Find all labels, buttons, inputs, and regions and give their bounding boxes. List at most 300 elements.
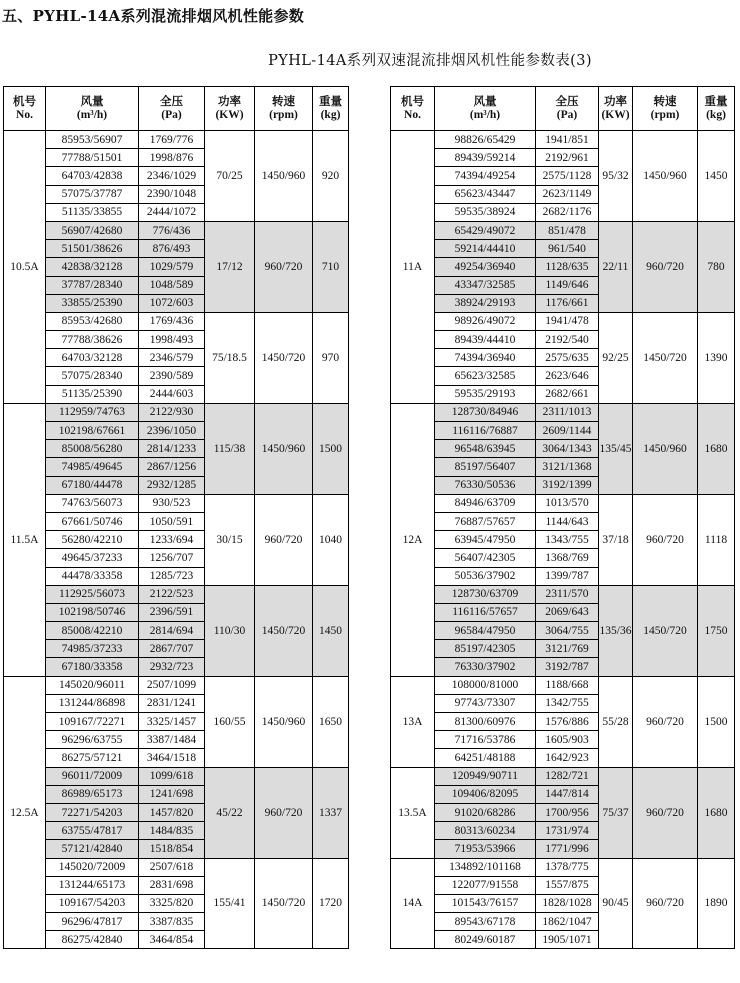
pressure-cell: 1099/618 bbox=[139, 767, 205, 785]
weight-cell: 1680 bbox=[698, 767, 735, 858]
airflow-cell: 71716/53786 bbox=[435, 731, 536, 749]
speed-cell: 960/720 bbox=[633, 767, 698, 858]
speed-cell: 1450/720 bbox=[255, 858, 313, 949]
airflow-cell: 134892/101168 bbox=[435, 858, 536, 876]
pressure-cell: 2609/1144 bbox=[536, 422, 599, 440]
pressure-cell: 2346/1029 bbox=[139, 167, 205, 185]
column-header-unit: (rpm) bbox=[269, 108, 298, 121]
pressure-cell: 3325/820 bbox=[139, 894, 205, 912]
pressure-cell: 2444/1072 bbox=[139, 203, 205, 221]
airflow-cell: 64703/42838 bbox=[46, 167, 139, 185]
weight-cell: 1500 bbox=[313, 403, 349, 494]
pressure-cell: 1576/886 bbox=[536, 713, 599, 731]
pressure-cell: 2682/1176 bbox=[536, 203, 599, 221]
pressure-cell: 1176/661 bbox=[536, 294, 599, 312]
airflow-cell: 96548/63945 bbox=[435, 440, 536, 458]
airflow-cell: 76330/37902 bbox=[435, 658, 536, 676]
pressure-cell: 1484/835 bbox=[139, 822, 205, 840]
pressure-cell: 3192/787 bbox=[536, 658, 599, 676]
airflow-cell: 38924/29193 bbox=[435, 294, 536, 312]
column-header-label: 功率 bbox=[218, 95, 241, 108]
speed-cell: 1450/960 bbox=[633, 131, 698, 222]
power-cell: 70/25 bbox=[205, 131, 255, 222]
pressure-cell: 1368/769 bbox=[536, 549, 599, 567]
pressure-cell: 1769/776 bbox=[139, 131, 205, 149]
pressure-cell: 2831/698 bbox=[139, 876, 205, 894]
speed-cell: 1450/720 bbox=[633, 312, 698, 403]
column-header-unit: (Pa) bbox=[556, 108, 578, 121]
column-header-pressure bbox=[536, 87, 599, 131]
power-cell: 90/45 bbox=[599, 858, 633, 949]
airflow-cell: 77788/51501 bbox=[46, 149, 139, 167]
airflow-cell: 109406/82095 bbox=[435, 785, 536, 803]
table-row bbox=[4, 403, 349, 421]
airflow-cell: 112959/74763 bbox=[46, 403, 139, 421]
pressure-cell: 1282/721 bbox=[536, 767, 599, 785]
pressure-cell: 3064/1343 bbox=[536, 440, 599, 458]
table-subtitle: PYHL-14A系列双速混流排烟风机性能参数表(3) bbox=[268, 53, 592, 69]
pressure-cell: 1447/814 bbox=[536, 785, 599, 803]
column-header-power bbox=[205, 87, 255, 131]
table-row bbox=[391, 131, 735, 149]
power-cell: 17/12 bbox=[205, 221, 255, 312]
pressure-cell: 2575/1128 bbox=[536, 167, 599, 185]
pressure-cell: 1998/876 bbox=[139, 149, 205, 167]
column-header-unit: (KW) bbox=[601, 108, 630, 121]
speed-cell: 960/720 bbox=[255, 767, 313, 858]
pressure-cell: 1013/570 bbox=[536, 494, 599, 512]
airflow-cell: 98926/49072 bbox=[435, 312, 536, 330]
power-cell: 22/11 bbox=[599, 221, 633, 312]
pressure-cell: 1769/436 bbox=[139, 312, 205, 330]
pressure-cell: 2867/1256 bbox=[139, 458, 205, 476]
weight-cell: 1390 bbox=[698, 312, 735, 403]
airflow-cell: 42838/32128 bbox=[46, 258, 139, 276]
pressure-cell: 3464/1518 bbox=[139, 749, 205, 767]
airflow-cell: 76330/50536 bbox=[435, 476, 536, 494]
right-spec-table bbox=[390, 86, 735, 949]
pressure-cell: 1050/591 bbox=[139, 512, 205, 530]
column-header-label: 全压 bbox=[555, 95, 579, 108]
pressure-cell: 1128/635 bbox=[536, 258, 599, 276]
pressure-cell: 1029/579 bbox=[139, 258, 205, 276]
pressure-cell: 2192/540 bbox=[536, 331, 599, 349]
pressure-cell: 2814/1233 bbox=[139, 440, 205, 458]
column-header-unit: (KW) bbox=[215, 108, 244, 121]
airflow-cell: 57075/28340 bbox=[46, 367, 139, 385]
column-header-weight bbox=[313, 87, 349, 131]
airflow-cell: 63755/47817 bbox=[46, 822, 139, 840]
table-row bbox=[391, 767, 735, 785]
airflow-cell: 85197/42305 bbox=[435, 640, 536, 658]
pressure-cell: 1998/493 bbox=[139, 331, 205, 349]
pressure-cell: 961/540 bbox=[536, 240, 599, 258]
airflow-cell: 116116/57657 bbox=[435, 603, 536, 621]
airflow-cell: 145020/72009 bbox=[46, 858, 139, 876]
column-header-label: 转速 bbox=[653, 95, 677, 108]
airflow-cell: 101543/76157 bbox=[435, 894, 536, 912]
airflow-cell: 131244/86898 bbox=[46, 694, 139, 712]
airflow-cell: 86275/42840 bbox=[46, 931, 139, 949]
airflow-cell: 97743/73307 bbox=[435, 694, 536, 712]
column-header-label: 风量 bbox=[473, 95, 497, 108]
pressure-cell: 1905/1071 bbox=[536, 931, 599, 949]
airflow-cell: 85953/42680 bbox=[46, 312, 139, 330]
column-header-speed bbox=[633, 87, 698, 131]
pressure-cell: 1399/787 bbox=[536, 567, 599, 585]
table-row bbox=[391, 403, 735, 421]
pressure-cell: 3464/854 bbox=[139, 931, 205, 949]
speed-cell: 1450/960 bbox=[255, 403, 313, 494]
pressure-cell: 1862/1047 bbox=[536, 913, 599, 931]
pressure-cell: 876/493 bbox=[139, 240, 205, 258]
speed-cell: 1450/960 bbox=[255, 131, 313, 222]
airflow-cell: 65623/32585 bbox=[435, 367, 536, 385]
power-cell: 110/30 bbox=[205, 585, 255, 676]
airflow-cell: 108000/81000 bbox=[435, 676, 536, 694]
pressure-cell: 3121/1368 bbox=[536, 458, 599, 476]
airflow-cell: 44478/33358 bbox=[46, 567, 139, 585]
airflow-cell: 85008/42210 bbox=[46, 622, 139, 640]
table-row bbox=[4, 221, 349, 239]
airflow-cell: 89439/59214 bbox=[435, 149, 536, 167]
table-row bbox=[391, 676, 735, 694]
column-header-airflow bbox=[435, 87, 536, 131]
pressure-cell: 2396/591 bbox=[139, 603, 205, 621]
column-header-unit: (kg) bbox=[320, 108, 341, 121]
model-cell: 14A bbox=[391, 858, 435, 949]
header-row bbox=[391, 87, 735, 131]
pressure-cell: 3387/1484 bbox=[139, 731, 205, 749]
speed-cell: 960/720 bbox=[255, 221, 313, 312]
airflow-cell: 74985/37233 bbox=[46, 640, 139, 658]
weight-cell: 970 bbox=[313, 312, 349, 403]
pressure-cell: 2507/1099 bbox=[139, 676, 205, 694]
power-cell: 115/38 bbox=[205, 403, 255, 494]
pressure-cell: 1378/775 bbox=[536, 858, 599, 876]
airflow-cell: 116116/76887 bbox=[435, 422, 536, 440]
column-header-label: 功率 bbox=[604, 95, 627, 108]
table-row bbox=[391, 221, 735, 239]
airflow-cell: 86989/65173 bbox=[46, 785, 139, 803]
airflow-cell: 59535/38924 bbox=[435, 203, 536, 221]
airflow-cell: 102198/50746 bbox=[46, 603, 139, 621]
column-header-unit: (kg) bbox=[706, 108, 726, 121]
airflow-cell: 72271/54203 bbox=[46, 803, 139, 821]
airflow-cell: 51501/38626 bbox=[46, 240, 139, 258]
weight-cell: 1890 bbox=[698, 858, 735, 949]
pressure-cell: 2311/1013 bbox=[536, 403, 599, 421]
airflow-cell: 98826/65429 bbox=[435, 131, 536, 149]
pressure-cell: 1642/923 bbox=[536, 749, 599, 767]
airflow-cell: 85197/56407 bbox=[435, 458, 536, 476]
airflow-cell: 112925/56073 bbox=[46, 585, 139, 603]
pressure-cell: 1518/854 bbox=[139, 840, 205, 858]
airflow-cell: 63945/47950 bbox=[435, 531, 536, 549]
pressure-cell: 776/436 bbox=[139, 221, 205, 239]
header-row bbox=[4, 87, 349, 131]
airflow-cell: 64703/32128 bbox=[46, 349, 139, 367]
column-header-label: 风量 bbox=[80, 95, 104, 108]
column-header-label: 重量 bbox=[704, 95, 728, 108]
airflow-cell: 57075/37787 bbox=[46, 185, 139, 203]
pressure-cell: 2575/635 bbox=[536, 349, 599, 367]
pressure-cell: 2932/1285 bbox=[139, 476, 205, 494]
airflow-cell: 74763/56073 bbox=[46, 494, 139, 512]
table-row bbox=[4, 767, 349, 785]
weight-cell: 1118 bbox=[698, 494, 735, 585]
airflow-cell: 109167/54203 bbox=[46, 894, 139, 912]
airflow-cell: 74985/49645 bbox=[46, 458, 139, 476]
table-row bbox=[4, 676, 349, 694]
column-header-label: 转速 bbox=[272, 95, 295, 108]
pressure-cell: 1072/603 bbox=[139, 294, 205, 312]
model-cell: 11A bbox=[391, 131, 435, 404]
airflow-cell: 59535/29193 bbox=[435, 385, 536, 403]
weight-cell: 920 bbox=[313, 131, 349, 222]
pressure-cell: 1144/643 bbox=[536, 512, 599, 530]
model-cell: 13.5A bbox=[391, 767, 435, 858]
pressure-cell: 2682/661 bbox=[536, 385, 599, 403]
pressure-cell: 1256/707 bbox=[139, 549, 205, 567]
speed-cell: 960/720 bbox=[633, 676, 698, 767]
weight-cell: 1680 bbox=[698, 403, 735, 494]
airflow-cell: 57121/42840 bbox=[46, 840, 139, 858]
airflow-cell: 76887/57657 bbox=[435, 512, 536, 530]
airflow-cell: 122077/91558 bbox=[435, 876, 536, 894]
pressure-cell: 851/478 bbox=[536, 221, 599, 239]
pressure-cell: 1048/589 bbox=[139, 276, 205, 294]
airflow-cell: 89439/44410 bbox=[435, 331, 536, 349]
power-cell: 135/36 bbox=[599, 585, 633, 676]
weight-cell: 1500 bbox=[698, 676, 735, 767]
pressure-cell: 1342/755 bbox=[536, 694, 599, 712]
pressure-cell: 2814/694 bbox=[139, 622, 205, 640]
speed-cell: 960/720 bbox=[633, 221, 698, 312]
airflow-cell: 128730/63709 bbox=[435, 585, 536, 603]
table-row bbox=[391, 312, 735, 330]
power-cell: 37/18 bbox=[599, 494, 633, 585]
column-header-unit: (m³/h) bbox=[76, 108, 108, 121]
airflow-cell: 56280/42210 bbox=[46, 531, 139, 549]
airflow-cell: 102198/67661 bbox=[46, 422, 139, 440]
pressure-cell: 1457/820 bbox=[139, 803, 205, 821]
table-row bbox=[4, 312, 349, 330]
power-cell: 75/37 bbox=[599, 767, 633, 858]
pressure-cell: 3192/1399 bbox=[536, 476, 599, 494]
table-row bbox=[391, 585, 735, 603]
power-cell: 135/45 bbox=[599, 403, 633, 494]
airflow-cell: 65429/49072 bbox=[435, 221, 536, 239]
weight-cell: 710 bbox=[313, 221, 349, 312]
left-spec-table bbox=[3, 86, 349, 949]
airflow-cell: 64251/48188 bbox=[435, 749, 536, 767]
pressure-cell: 1233/694 bbox=[139, 531, 205, 549]
airflow-cell: 50536/37902 bbox=[435, 567, 536, 585]
airflow-cell: 51135/33855 bbox=[46, 203, 139, 221]
pressure-cell: 2390/589 bbox=[139, 367, 205, 385]
pressure-cell: 2311/570 bbox=[536, 585, 599, 603]
column-header-airflow bbox=[46, 87, 139, 131]
weight-cell: 1450 bbox=[313, 585, 349, 676]
pressure-cell: 1941/851 bbox=[536, 131, 599, 149]
column-header-unit: (rpm) bbox=[650, 108, 680, 121]
power-cell: 55/28 bbox=[599, 676, 633, 767]
power-cell: 30/15 bbox=[205, 494, 255, 585]
airflow-cell: 96296/47817 bbox=[46, 913, 139, 931]
pressure-cell: 2122/523 bbox=[139, 585, 205, 603]
pressure-cell: 1343/755 bbox=[536, 531, 599, 549]
pressure-cell: 2346/579 bbox=[139, 349, 205, 367]
table-row bbox=[4, 131, 349, 149]
airflow-cell: 84946/63709 bbox=[435, 494, 536, 512]
airflow-cell: 85953/56907 bbox=[46, 131, 139, 149]
pressure-cell: 2444/603 bbox=[139, 385, 205, 403]
airflow-cell: 67180/44478 bbox=[46, 476, 139, 494]
airflow-cell: 120949/90711 bbox=[435, 767, 536, 785]
airflow-cell: 67661/50746 bbox=[46, 512, 139, 530]
airflow-cell: 59214/44410 bbox=[435, 240, 536, 258]
model-cell: 13A bbox=[391, 676, 435, 767]
speed-cell: 1450/720 bbox=[255, 312, 313, 403]
weight-cell: 1337 bbox=[313, 767, 349, 858]
column-header-speed bbox=[255, 87, 313, 131]
column-header-unit: (m³/h) bbox=[469, 108, 501, 121]
table-row bbox=[4, 858, 349, 876]
airflow-cell: 81300/60976 bbox=[435, 713, 536, 731]
pressure-cell: 1149/646 bbox=[536, 276, 599, 294]
speed-cell: 1450/960 bbox=[255, 676, 313, 767]
weight-cell: 1040 bbox=[313, 494, 349, 585]
airflow-cell: 56907/42680 bbox=[46, 221, 139, 239]
weight-cell: 1720 bbox=[313, 858, 349, 949]
column-header-unit: (Pa) bbox=[161, 108, 182, 121]
pressure-cell: 930/523 bbox=[139, 494, 205, 512]
power-cell: 95/32 bbox=[599, 131, 633, 222]
model-cell: 12.5A bbox=[4, 676, 46, 949]
table-row bbox=[4, 494, 349, 512]
column-header-model bbox=[391, 87, 435, 131]
airflow-cell: 51135/25390 bbox=[46, 385, 139, 403]
speed-cell: 1450/720 bbox=[255, 585, 313, 676]
airflow-cell: 86275/57121 bbox=[46, 749, 139, 767]
weight-cell: 1450 bbox=[698, 131, 735, 222]
power-cell: 92/25 bbox=[599, 312, 633, 403]
pressure-cell: 1241/698 bbox=[139, 785, 205, 803]
pressure-cell: 2192/961 bbox=[536, 149, 599, 167]
section-heading: 五、PYHL-14A系列混流排烟风机性能参数 bbox=[2, 7, 305, 25]
table-row bbox=[391, 494, 735, 512]
airflow-cell: 109167/72271 bbox=[46, 713, 139, 731]
airflow-cell: 71953/53966 bbox=[435, 840, 536, 858]
pressure-cell: 1557/875 bbox=[536, 876, 599, 894]
airflow-cell: 74394/49254 bbox=[435, 167, 536, 185]
speed-cell: 1450/960 bbox=[633, 403, 698, 494]
column-header-model bbox=[4, 87, 46, 131]
table-row bbox=[391, 858, 735, 876]
airflow-cell: 91020/68286 bbox=[435, 803, 536, 821]
airflow-cell: 77788/38626 bbox=[46, 331, 139, 349]
column-header-pressure bbox=[139, 87, 205, 131]
pressure-cell: 2507/618 bbox=[139, 858, 205, 876]
model-cell: 12A bbox=[391, 403, 435, 676]
pressure-cell: 2867/707 bbox=[139, 640, 205, 658]
airflow-cell: 80249/60187 bbox=[435, 931, 536, 949]
column-header-weight bbox=[698, 87, 735, 131]
airflow-cell: 65623/43447 bbox=[435, 185, 536, 203]
speed-cell: 960/720 bbox=[633, 858, 698, 949]
pressure-cell: 2390/1048 bbox=[139, 185, 205, 203]
column-header-unit: No. bbox=[404, 108, 421, 121]
pressure-cell: 2122/930 bbox=[139, 403, 205, 421]
airflow-cell: 131244/65173 bbox=[46, 876, 139, 894]
weight-cell: 1650 bbox=[313, 676, 349, 767]
pressure-cell: 1828/1028 bbox=[536, 894, 599, 912]
column-header-power bbox=[599, 87, 633, 131]
airflow-cell: 96011/72009 bbox=[46, 767, 139, 785]
airflow-cell: 74394/36940 bbox=[435, 349, 536, 367]
column-header-label: 机号 bbox=[401, 95, 424, 108]
pressure-cell: 1941/478 bbox=[536, 312, 599, 330]
weight-cell: 1750 bbox=[698, 585, 735, 676]
airflow-cell: 89543/67178 bbox=[435, 913, 536, 931]
pressure-cell: 2623/1149 bbox=[536, 185, 599, 203]
pressure-cell: 3064/755 bbox=[536, 622, 599, 640]
pressure-cell: 2623/646 bbox=[536, 367, 599, 385]
airflow-cell: 128730/84946 bbox=[435, 403, 536, 421]
column-header-unit: No. bbox=[16, 108, 33, 121]
pressure-cell: 3325/1457 bbox=[139, 713, 205, 731]
pressure-cell: 3387/835 bbox=[139, 913, 205, 931]
speed-cell: 960/720 bbox=[255, 494, 313, 585]
pressure-cell: 1285/723 bbox=[139, 567, 205, 585]
pressure-cell: 2069/643 bbox=[536, 603, 599, 621]
power-cell: 75/18.5 bbox=[205, 312, 255, 403]
airflow-cell: 49254/36940 bbox=[435, 258, 536, 276]
pressure-cell: 2831/1241 bbox=[139, 694, 205, 712]
pressure-cell: 2396/1050 bbox=[139, 422, 205, 440]
airflow-cell: 33855/25390 bbox=[46, 294, 139, 312]
airflow-cell: 145020/96011 bbox=[46, 676, 139, 694]
pressure-cell: 1605/903 bbox=[536, 731, 599, 749]
airflow-cell: 80313/60234 bbox=[435, 822, 536, 840]
airflow-cell: 85008/56280 bbox=[46, 440, 139, 458]
airflow-cell: 96584/47950 bbox=[435, 622, 536, 640]
pressure-cell: 3121/769 bbox=[536, 640, 599, 658]
airflow-cell: 37787/28340 bbox=[46, 276, 139, 294]
airflow-cell: 43347/32585 bbox=[435, 276, 536, 294]
airflow-cell: 56407/42305 bbox=[435, 549, 536, 567]
weight-cell: 780 bbox=[698, 221, 735, 312]
model-cell: 10.5A bbox=[4, 131, 46, 404]
pressure-cell: 1700/956 bbox=[536, 803, 599, 821]
airflow-cell: 49645/37233 bbox=[46, 549, 139, 567]
column-header-label: 全压 bbox=[160, 95, 183, 108]
pressure-cell: 1731/974 bbox=[536, 822, 599, 840]
airflow-cell: 96296/63755 bbox=[46, 731, 139, 749]
pressure-cell: 1188/668 bbox=[536, 676, 599, 694]
table-row bbox=[4, 585, 349, 603]
power-cell: 45/22 bbox=[205, 767, 255, 858]
power-cell: 155/41 bbox=[205, 858, 255, 949]
pressure-cell: 2932/723 bbox=[139, 658, 205, 676]
speed-cell: 1450/720 bbox=[633, 585, 698, 676]
column-header-label: 机号 bbox=[13, 95, 36, 108]
speed-cell: 960/720 bbox=[633, 494, 698, 585]
power-cell: 160/55 bbox=[205, 676, 255, 767]
column-header-label: 重量 bbox=[319, 95, 342, 108]
airflow-cell: 67180/33358 bbox=[46, 658, 139, 676]
